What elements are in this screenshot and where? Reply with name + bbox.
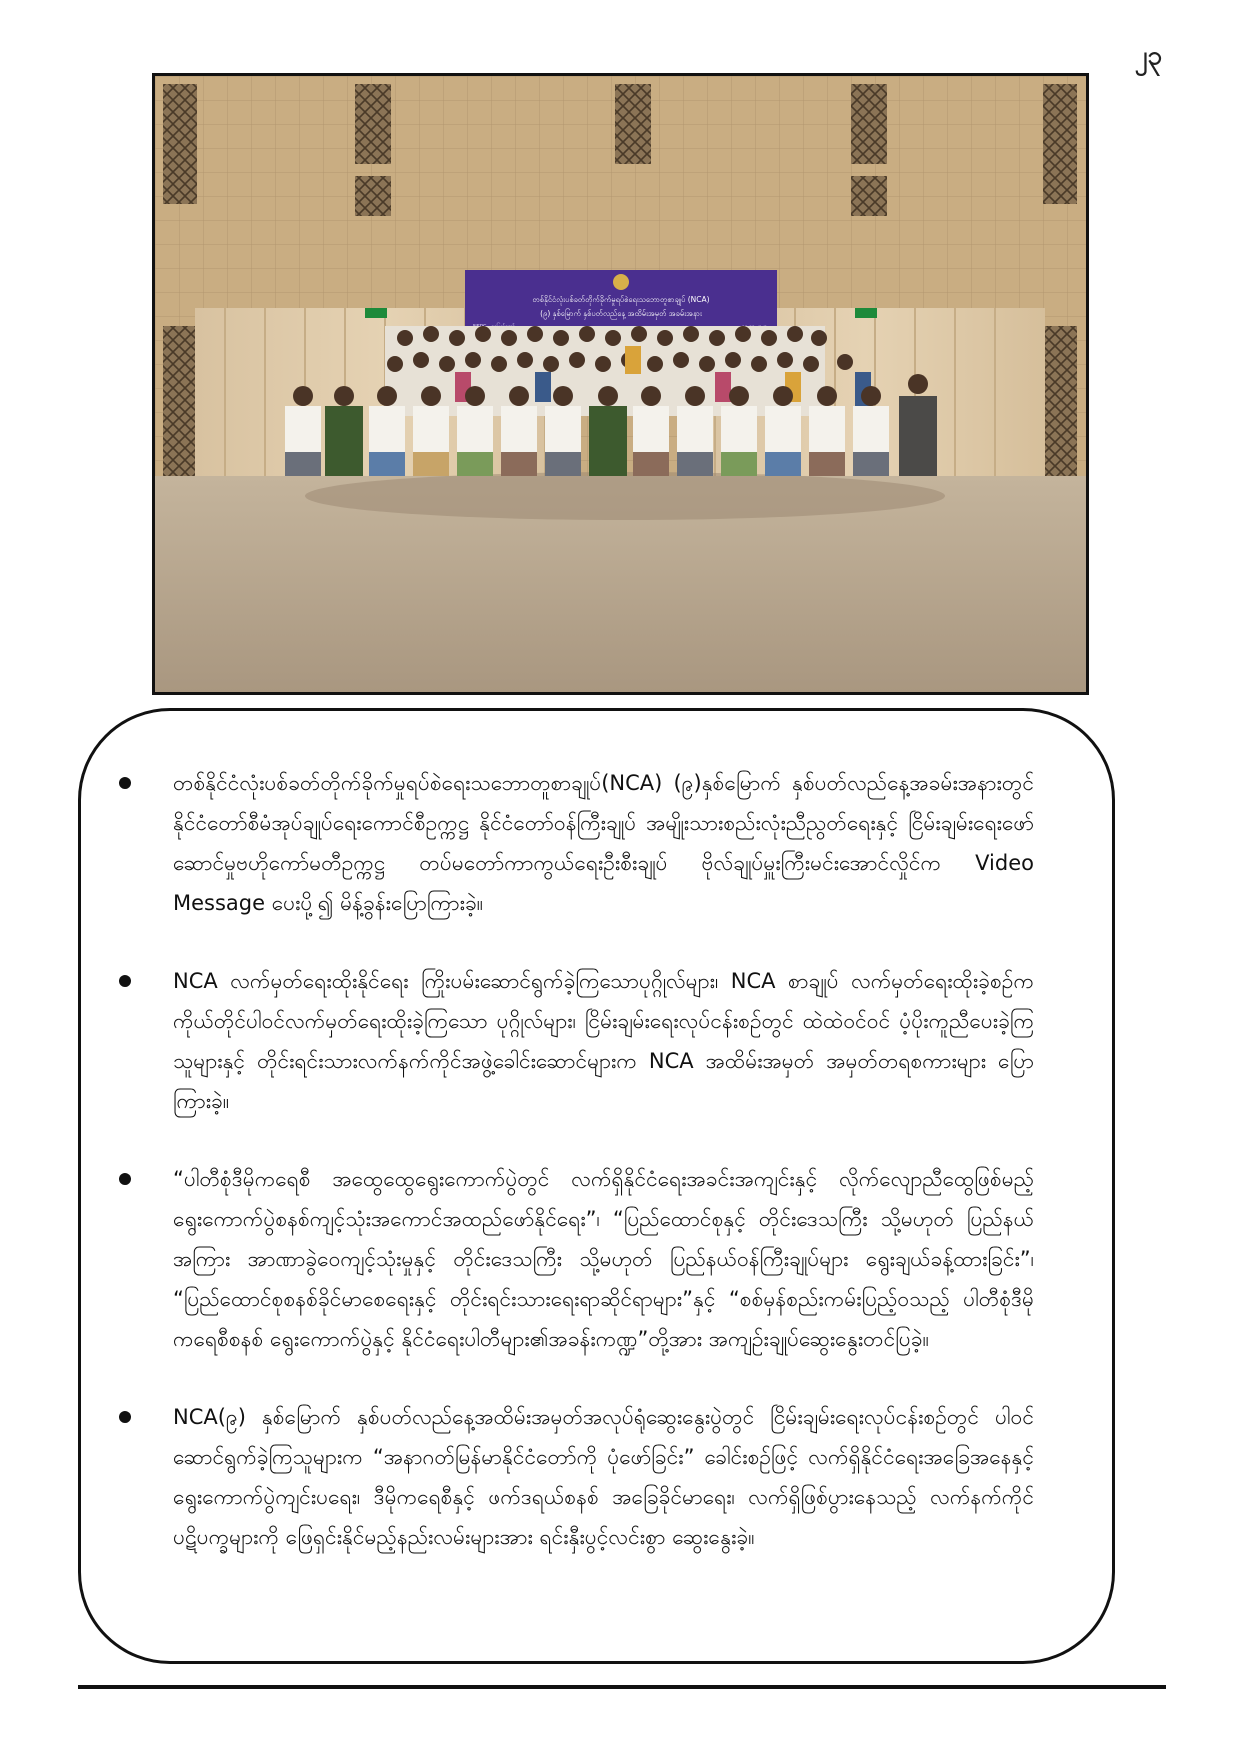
bullet-item: NCA(၉) နှစ်မြောက် နှစ်ပတ်လည်နေ့အထိမ်းအမှတ်အလုပ်ရုံဆွေးနွေးပွဲတွင် ငြိမ်းချမ်းရေးလုပ်ငန်းစဉ်တွင် ပါဝင်ဆောင်ရွက်ခဲ့ကြသူများက “အနာဂတ်မြန်မာနိုင်ငံတော်ကို ပုံဖော်ခြင်း” ခေါင်းစဉ်ဖြင့် လက်ရှိနိုင်ငံရေးအခြေအနေနှင့် ရွေးကောက်ပွဲကျင်းပရေး၊ ဒီမိုကရေစီနှင့် ဖက်ဒရယ်စနစ် အခြေခိုင်မာရေး၊ လက်ရှိဖြစ်ပွားနေသည့် လက်နက်ကိုင်ပဋိပက္ခများကို ဖြေရှင်းနိုင်မည့်နည်းလမ်းများအား ရင်းနှီးပွင့်လင်းစွာ ဆွေးနွေးခဲ့။: [163, 1397, 1034, 1557]
group-photo: [152, 73, 1089, 695]
banner-line1: တစ်နိုင်ငံလုံးပစ်ခတ်တိုက်ခိုက်မှုရပ်စဲရေးသဘောတူစာချုပ် (NCA): [532, 295, 710, 304]
banner-line2: (၉) နှစ်မြောက် နှစ်ပတ်လည်နေ့ အထိမ်းအမှတ် အခမ်းအနား: [540, 309, 702, 318]
bullet-item: “ပါတီစုံဒီမိုကရေစီ အထွေထွေရွေးကောက်ပွဲတွင် လက်ရှိနိုင်ငံရေးအခင်းအကျင်းနှင့် လိုက်လျောညီထွေဖြစ်မည့် ရွေးကောက်ပွဲစနစ်ကျင့်သုံးအကောင်အထည်ဖော်နိုင်ရေး”၊ “ပြည်ထောင်စုနှင့် တိုင်းဒေသကြီး သို့မဟုတ် ပြည်နယ်အကြား အာဏာခွဲဝေကျင့်သုံးမှုနှင့် တိုင်းဒေသကြီး သို့မဟုတ် ပြည်နယ်ဝန်ကြီးချုပ်များ ရွေးချယ်ခန့်ထားခြင်း”၊ “ပြည်ထောင်စုစနစ်ခိုင်မာစေရေးနှင့် တိုင်းရင်းသားရေးရာဆိုင်ရာများ”နှင့် “စစ်မှန်စည်းကမ်းပြည့်ဝသည့် ပါတီစုံဒီမိုကရေစီစနစ် ရွေးကောက်ပွဲနှင့် နိုင်ငံရေးပါတီများ၏အခန်းကဏ္ဍ”တို့အား အကျဉ်းချုပ်ဆွေးနွေးတင်ပြခဲ့။: [163, 1159, 1034, 1359]
bullet-item: NCA လက်မှတ်ရေးထိုးနိုင်ရေး ကြိုးပမ်းဆောင်ရွက်ခဲ့ကြသောပုဂ္ဂိုလ်များ၊ NCA စာချုပ် လက်မှတ်ရေးထိုးခဲ့စဉ်က ကိုယ်တိုင်ပါဝင်လက်မှတ်ရေးထိုးခဲ့ကြသော ပုဂ္ဂိုလ်များ၊ ငြိမ်းချမ်းရေးလုပ်ငန်းစဉ်တွင် ထဲထဲဝင်ဝင် ပံ့ပိုးကူညီပေးခဲ့ကြသူများနှင့် တိုင်းရင်းသားလက်နက်ကိုင်အဖွဲ့ခေါင်းဆောင်များက NCA အထိမ်းအမှတ် အမှတ်တရစကားများ ပြောကြားခဲ့။: [163, 961, 1034, 1121]
page-number: ၂၃: [1134, 41, 1162, 71]
summary-box: [78, 708, 1115, 1664]
exit-sign-right: [855, 308, 877, 318]
summary-bullet-list: [163, 763, 1034, 1557]
bottom-rule: [78, 1685, 1166, 1689]
bullet-item: တစ်နိုင်ငံလုံးပစ်ခတ်တိုက်ခိုက်မှုရပ်စဲရေးသဘောတူစာချုပ်(NCA) (၉)နှစ်မြောက် နှစ်ပတ်လည်နေ့အခမ်းအနားတွင် နိုင်ငံတော်စီမံအုပ်ချုပ်ရေးကောင်စီဥက္ကဋ္ဌ နိုင်ငံတော်ဝန်ကြီးချုပ် အမျိုးသားစည်းလုံးညီညွတ်ရေးနှင့် ငြိမ်းချမ်းရေးဖော်ဆောင်မှုဗဟိုကော်မတီဥက္ကဋ္ဌ တပ်မတော်ကာကွယ်ရေးဦးစီးချုပ် ဗိုလ်ချုပ်မှူးကြီးမင်းအောင်လှိုင်က Video Message ပေးပို့၍ မိန့်ခွန်းပြောကြားခဲ့။: [163, 763, 1034, 923]
exit-sign-left: [365, 308, 387, 318]
